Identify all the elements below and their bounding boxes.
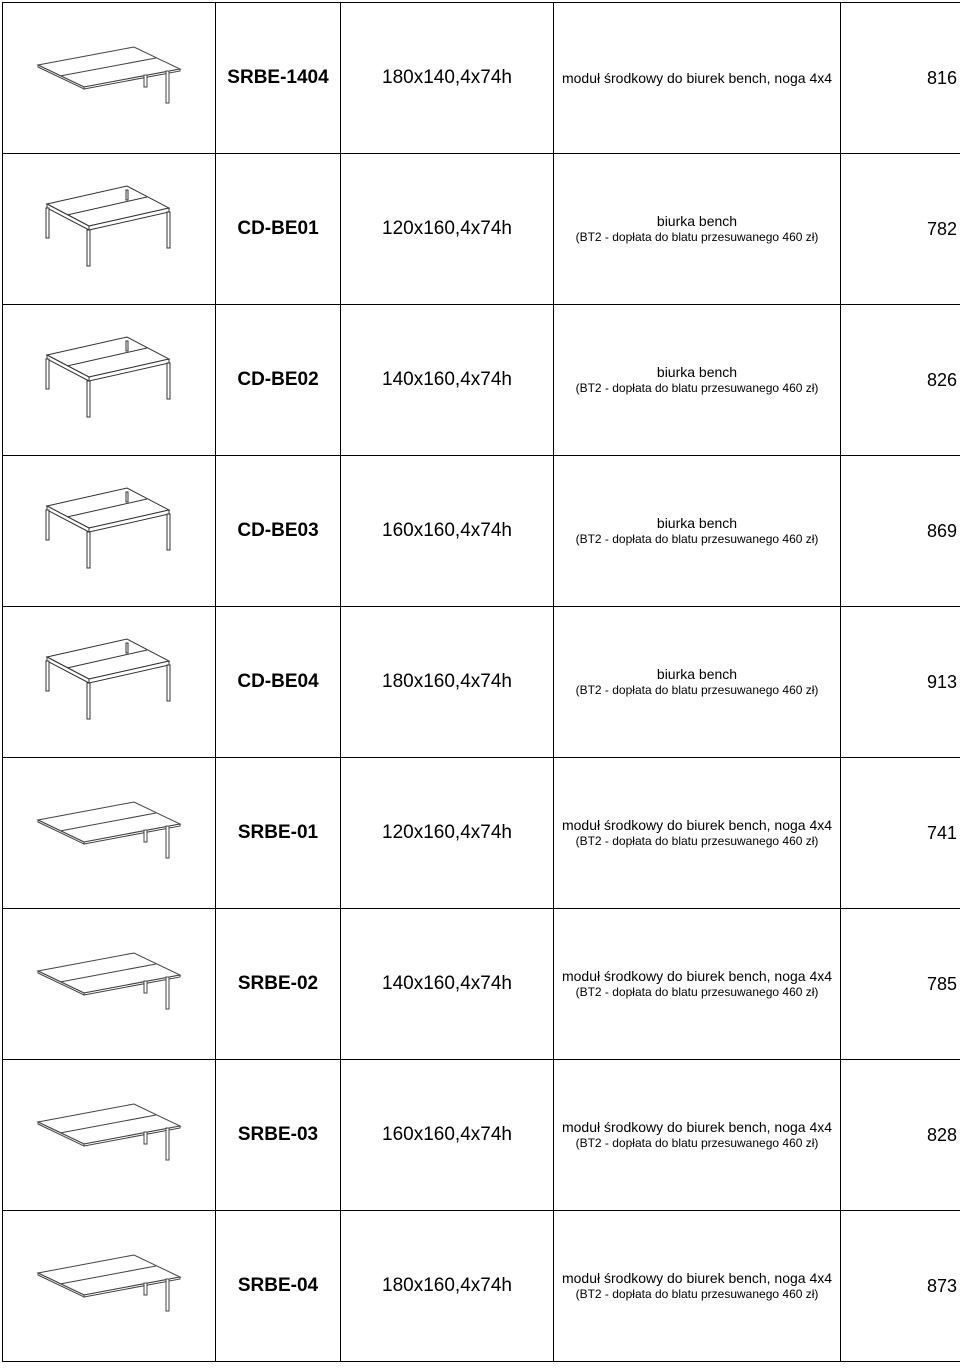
product-dimensions: 140x160,4x74h bbox=[341, 909, 554, 1060]
product-image-cell bbox=[3, 3, 216, 154]
description-main: moduł środkowy do biurek bench, noga 4x4 bbox=[561, 70, 833, 86]
table-row bbox=[3, 154, 960, 305]
product-image-cell bbox=[3, 154, 216, 305]
bench-desk-drawing-icon bbox=[39, 184, 179, 274]
table-row bbox=[3, 305, 960, 456]
product-dimensions: 180x160,4x74h bbox=[341, 607, 554, 758]
table-row bbox=[3, 456, 960, 607]
product-description bbox=[554, 456, 841, 607]
product-description bbox=[554, 758, 841, 909]
bench-desk-drawing-icon bbox=[39, 335, 179, 425]
product-dimensions: 120x160,4x74h bbox=[341, 154, 554, 305]
description-note: (BT2 - dopłata do blatu przesuwanego 460 zł) bbox=[575, 834, 819, 848]
table-row bbox=[3, 1060, 960, 1211]
product-price: 828 bbox=[841, 1060, 960, 1211]
product-code: SRBE-03 bbox=[216, 1060, 341, 1211]
product-description bbox=[554, 1060, 841, 1211]
product-dimensions: 160x160,4x74h bbox=[341, 456, 554, 607]
description-main: moduł środkowy do biurek bench, noga 4x4 bbox=[561, 1119, 833, 1135]
table-row bbox=[3, 3, 960, 154]
description-main: moduł środkowy do biurek bench, noga 4x4 bbox=[561, 817, 833, 833]
description-note: (BT2 - dopłata do blatu przesuwanego 460 zł) bbox=[575, 1136, 819, 1150]
description-main: biurka bench bbox=[656, 515, 738, 531]
product-description bbox=[554, 909, 841, 1060]
product-code: SRBE-1404 bbox=[216, 3, 341, 154]
product-dimensions: 120x160,4x74h bbox=[341, 758, 554, 909]
product-image-cell bbox=[3, 305, 216, 456]
product-image-cell bbox=[3, 909, 216, 1060]
product-image-cell bbox=[3, 1060, 216, 1211]
product-price: 873 bbox=[841, 1211, 960, 1362]
product-image-cell bbox=[3, 607, 216, 758]
product-code: CD-BE02 bbox=[216, 305, 341, 456]
product-price: 785 bbox=[841, 909, 960, 1060]
product-description bbox=[554, 154, 841, 305]
product-price: 816 bbox=[841, 3, 960, 154]
product-description bbox=[554, 3, 841, 154]
description-note: (BT2 - dopłata do blatu przesuwanego 460 zł) bbox=[575, 1287, 819, 1301]
product-price: 826 bbox=[841, 305, 960, 456]
description-main: moduł środkowy do biurek bench, noga 4x4 bbox=[561, 1270, 833, 1286]
product-dimensions: 180x160,4x74h bbox=[341, 1211, 554, 1362]
bench-desk-drawing-icon bbox=[39, 637, 179, 727]
description-note: (BT2 - dopłata do blatu przesuwanego 460 zł) bbox=[575, 532, 819, 546]
bench-module-drawing-icon bbox=[34, 798, 184, 868]
bench-module-drawing-icon bbox=[34, 43, 184, 113]
bench-module-drawing-icon bbox=[34, 1251, 184, 1321]
product-description bbox=[554, 607, 841, 758]
bench-desk-drawing-icon bbox=[39, 486, 179, 576]
product-code: CD-BE03 bbox=[216, 456, 341, 607]
product-code: CD-BE04 bbox=[216, 607, 341, 758]
product-price: 782 bbox=[841, 154, 960, 305]
product-code: SRBE-01 bbox=[216, 758, 341, 909]
product-description bbox=[554, 305, 841, 456]
table-row bbox=[3, 607, 960, 758]
description-note: (BT2 - dopłata do blatu przesuwanego 460 zł) bbox=[575, 683, 819, 697]
table-row bbox=[3, 758, 960, 909]
product-price: 869 bbox=[841, 456, 960, 607]
product-dimensions: 180x140,4x74h bbox=[341, 3, 554, 154]
bench-module-drawing-icon bbox=[34, 949, 184, 1019]
product-dimensions: 160x160,4x74h bbox=[341, 1060, 554, 1211]
table-row bbox=[3, 909, 960, 1060]
product-image-cell bbox=[3, 1211, 216, 1362]
description-main: biurka bench bbox=[656, 364, 738, 380]
price-table bbox=[2, 2, 960, 1362]
description-main: biurka bench bbox=[656, 213, 738, 229]
description-main: moduł środkowy do biurek bench, noga 4x4 bbox=[561, 968, 833, 984]
product-code: SRBE-04 bbox=[216, 1211, 341, 1362]
product-price: 913 bbox=[841, 607, 960, 758]
product-code: SRBE-02 bbox=[216, 909, 341, 1060]
product-code: CD-BE01 bbox=[216, 154, 341, 305]
description-main: biurka bench bbox=[656, 666, 738, 682]
product-image-cell bbox=[3, 456, 216, 607]
description-note: (BT2 - dopłata do blatu przesuwanego 460 zł) bbox=[575, 381, 819, 395]
description-note: (BT2 - dopłata do blatu przesuwanego 460 zł) bbox=[575, 230, 819, 244]
product-dimensions: 140x160,4x74h bbox=[341, 305, 554, 456]
table-row bbox=[3, 1211, 960, 1362]
product-price: 741 bbox=[841, 758, 960, 909]
product-description bbox=[554, 1211, 841, 1362]
bench-module-drawing-icon bbox=[34, 1100, 184, 1170]
description-note: (BT2 - dopłata do blatu przesuwanego 460 zł) bbox=[575, 985, 819, 999]
product-image-cell bbox=[3, 758, 216, 909]
